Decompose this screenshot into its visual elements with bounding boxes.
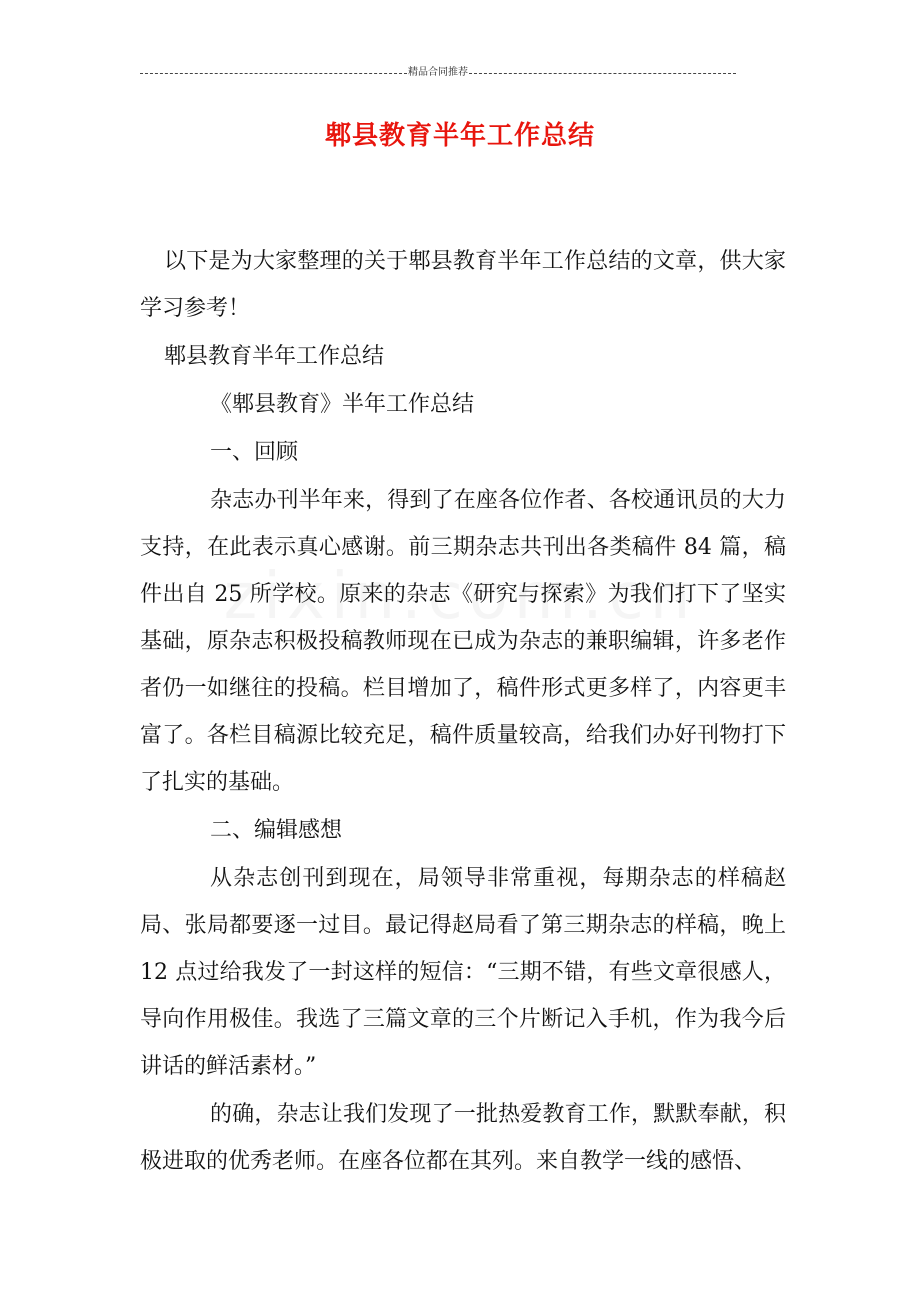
header-dash-right (469, 73, 736, 74)
header-dash-left (140, 73, 407, 74)
closing-paragraph: 的确，杂志让我们发现了一批热爱教育工作，默默奉献，积极进取的优秀老师。在座各位都在其列。来自教学一线的感悟、 (140, 1102, 786, 1174)
section-heading-editing: 二、编辑感想 (210, 818, 343, 843)
header-label: 精品合同推荐 (408, 67, 468, 78)
section-heading-review: 一、回顾 (210, 440, 299, 465)
subtitle-line: 郫县教育半年工作总结 (164, 344, 385, 369)
intro-paragraph: 以下是为大家整理的关于郫县教育半年工作总结的文章，供大家学习参考！ (140, 249, 786, 321)
review-paragraph: 杂志办刊半年来，得到了在座各位作者、各校通讯员的大力支持，在此表示真心感谢。前三期杂志共刊出各类稿件 84 篇，稿件出自 25 所学校。原来的杂志《研究与探索》为我们打下了坚实基础，原杂志积极投稿教师现在已成为杂志的兼职编辑，许多老作者仍一如继往的投稿。栏目增加了，稿件形式更多样了，内容更丰富了。各栏目稿源比较充足，稿件质量较高，给我们办好刊物打下了扎实的基础。 (140, 488, 786, 795)
header-rule (140, 66, 736, 80)
editing-paragraph: 从杂志创刊到现在，局领导非常重视，每期杂志的样稿赵局、张局都要逐一过目。最记得赵局看了第三期杂志的样稿，晚上 12 点过给我发了一封这样的短信：“三期不错，有些文章很感人，导向作用极佳。我选了三篇文章的三个片断记入手机，作为我今后讲话的鲜活素材。” (140, 866, 786, 1079)
document-body (140, 238, 786, 1186)
document-title: 郫县教育半年工作总结 (324, 121, 595, 151)
report-heading: 《郫县教育》半年工作总结 (210, 392, 475, 417)
